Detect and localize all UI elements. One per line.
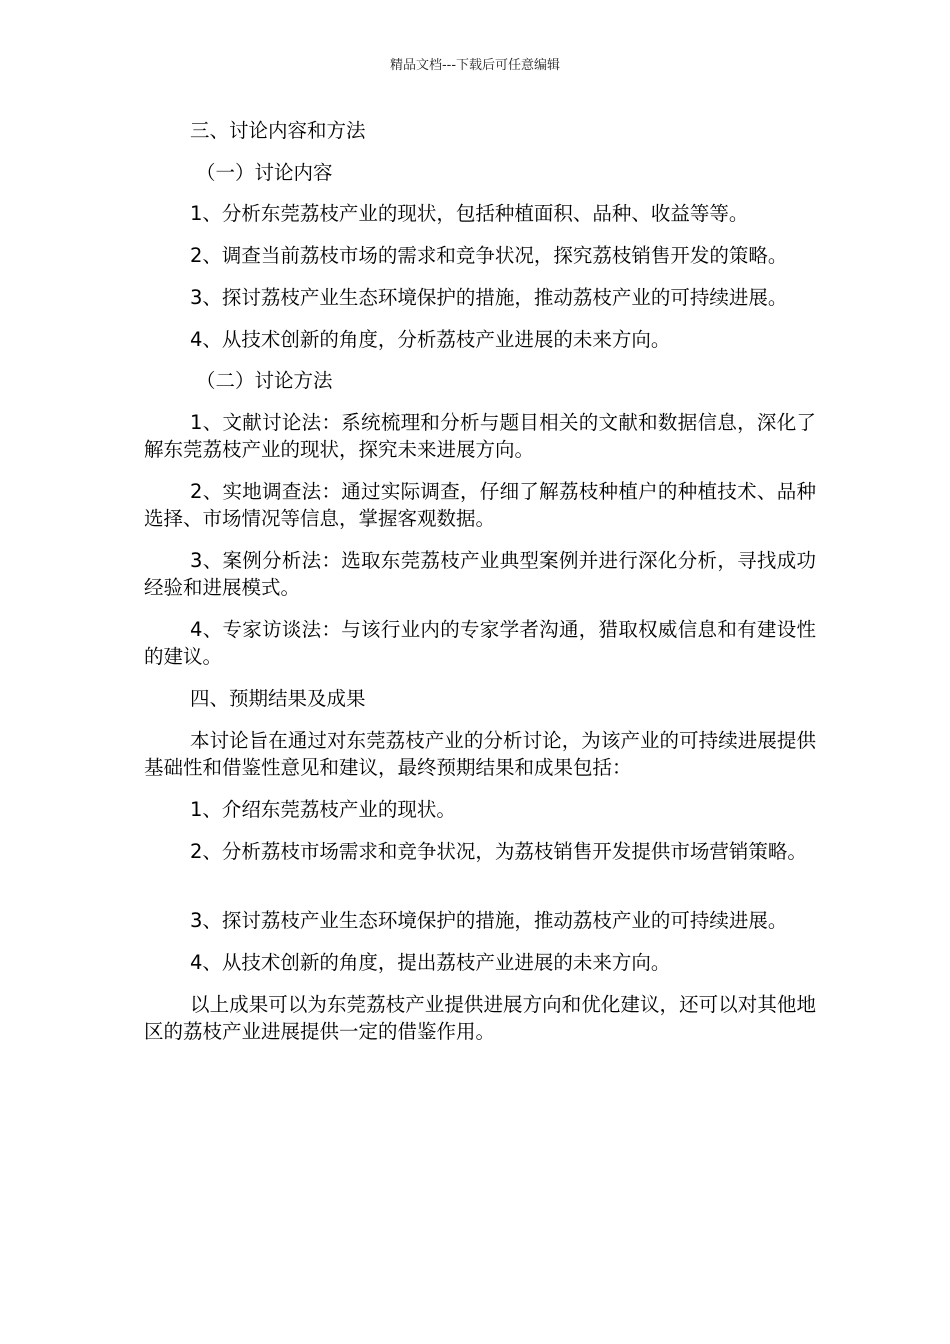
subsection-heading-research-content: （一）讨论内容 xyxy=(196,161,333,184)
list-item: 2、调查当前荔枝市场的需求和竞争状况，探究荔枝销售开发的策略。 xyxy=(190,244,788,267)
section-heading-4: 四、预期结果及成果 xyxy=(190,687,366,710)
method-paragraph: 3、案例分析法：选取东莞荔枝产业典型案例并进行深化分析，寻找成功经验和进展模式。 xyxy=(144,549,816,599)
section-heading-3: 三、讨论内容和方法 xyxy=(190,119,366,142)
method-paragraph: 1、文献讨论法：系统梳理和分析与题目相关的文献和数据信息，深化了解东莞荔枝产业的现状，探究未来进展方向。 xyxy=(144,411,816,461)
subsection-heading-research-methods: （二）讨论方法 xyxy=(196,369,333,392)
method-paragraph: 4、专家访谈法：与该行业内的专家学者沟通，猎取权威信息和有建设性的建议。 xyxy=(144,618,816,668)
list-item: 3、探讨荔枝产业生态环境保护的措施，推动荔枝产业的可持续进展。 xyxy=(190,286,788,309)
list-item: 3、探讨荔枝产业生态环境保护的措施，推动荔枝产业的可持续进展。 xyxy=(190,909,788,932)
method-paragraph: 2、实地调查法：通过实际调查，仔细了解荔枝种植户的种植技术、品种选择、市场情况等信息，掌握客观数据。 xyxy=(144,480,816,530)
list-item: 1、分析东莞荔枝产业的现状，包括种植面积、品种、收益等等。 xyxy=(190,202,749,225)
list-item: 4、从技术创新的角度，分析荔枝产业进展的未来方向。 xyxy=(190,328,671,351)
list-item: 2、分析荔枝市场需求和竞争状况，为荔枝销售开发提供市场营销策略。 xyxy=(190,840,807,863)
page-header: 精品文档---下载后可任意编辑 xyxy=(389,58,561,73)
list-item: 4、从技术创新的角度，提出荔枝产业进展的未来方向。 xyxy=(190,951,671,974)
conclusion-paragraph: 以上成果可以为东莞荔枝产业提供进展方向和优化建议，还可以对其他地区的荔枝产业进展提供一定的借鉴作用。 xyxy=(144,993,816,1043)
list-item: 1、介绍东莞荔枝产业的现状。 xyxy=(190,798,456,821)
intro-paragraph: 本讨论旨在通过对东莞荔枝产业的分析讨论，为该产业的可持续进展提供基础性和借鉴性意见和建议，最终预期结果和成果包括： xyxy=(144,729,816,779)
